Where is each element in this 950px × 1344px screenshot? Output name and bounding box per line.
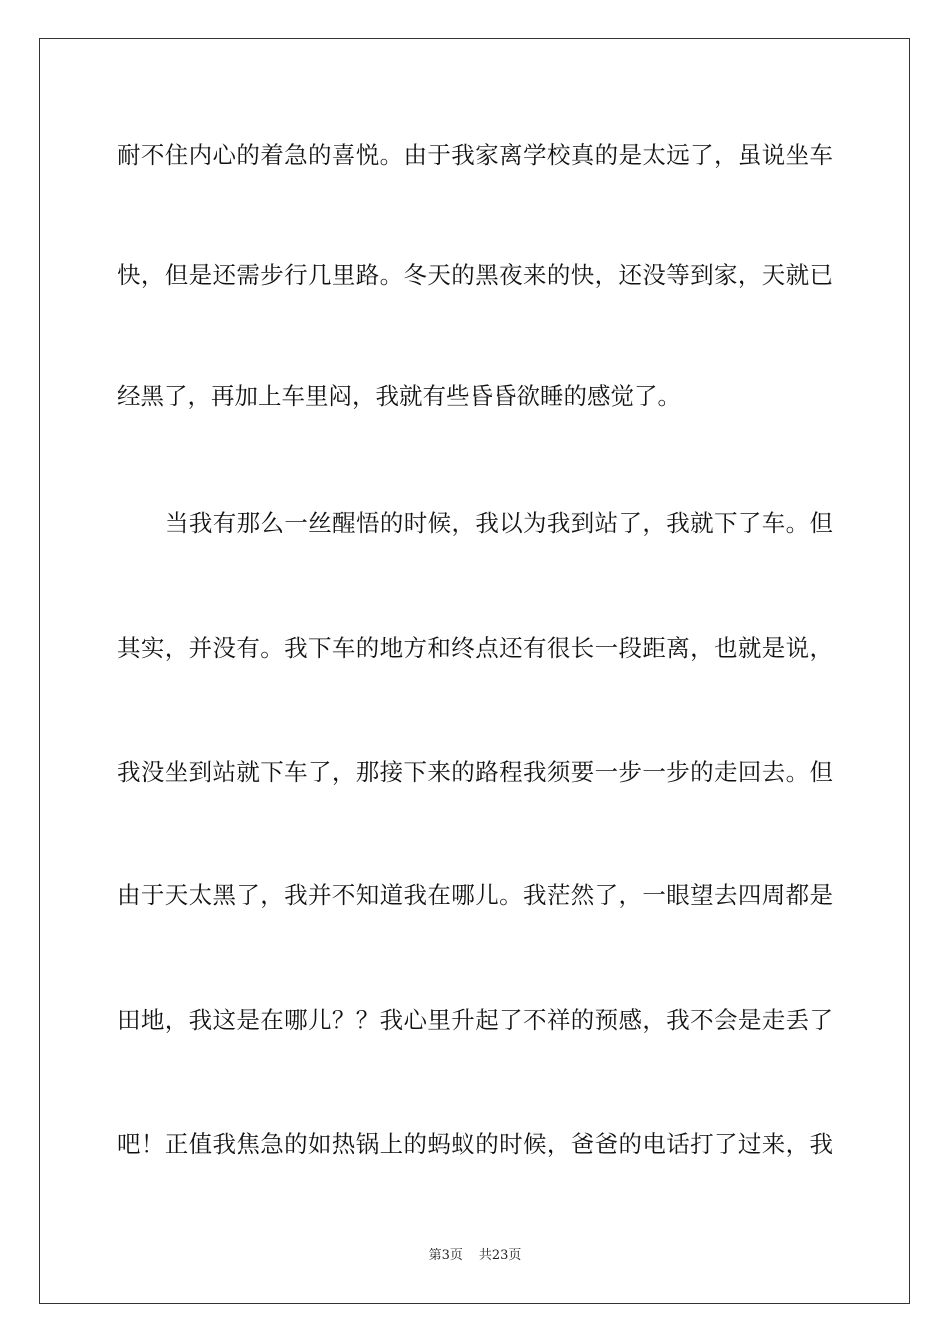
- page-footer: [0, 1246, 950, 1266]
- page-border: [39, 38, 910, 1304]
- paragraph-1-line-3: 经黑了，再加上车里闷，我就有些昏昏欲睡的感觉了。: [117, 382, 681, 410]
- paragraph-2-line-5: 田地，我这是在哪儿？？我心里升起了不祥的预感，我不会是走丢了: [117, 1006, 833, 1034]
- page-total: 共23页: [478, 1248, 522, 1263]
- paragraph-2-line-4: 由于天太黑了，我并不知道我在哪儿。我茫然了，一眼望去四周都是: [117, 881, 833, 909]
- paragraph-1-line-2: 快，但是还需步行几里路。冬天的黑夜来的快，还没等到家，天就已: [117, 261, 833, 289]
- page-number: 第3页: [428, 1248, 463, 1263]
- paragraph-2-line-2: 其实，并没有。我下车的地方和终点还有很长一段距离，也就是说，: [117, 634, 833, 662]
- paragraph-2-line-1: 当我有那么一丝醒悟的时候，我以为我到站了，我就下了车。但: [165, 509, 833, 537]
- paragraph-2-line-3: 我没坐到站就下车了，那接下来的路程我须要一步一步的走回去。但: [117, 758, 833, 786]
- paragraph-2-line-6: 吧！正值我焦急的如热锅上的蚂蚁的时候，爸爸的电话打了过来，我: [117, 1130, 833, 1158]
- paragraph-1-line-1: 耐不住内心的着急的喜悦。由于我家离学校真的是太远了，虽说坐车: [117, 141, 833, 169]
